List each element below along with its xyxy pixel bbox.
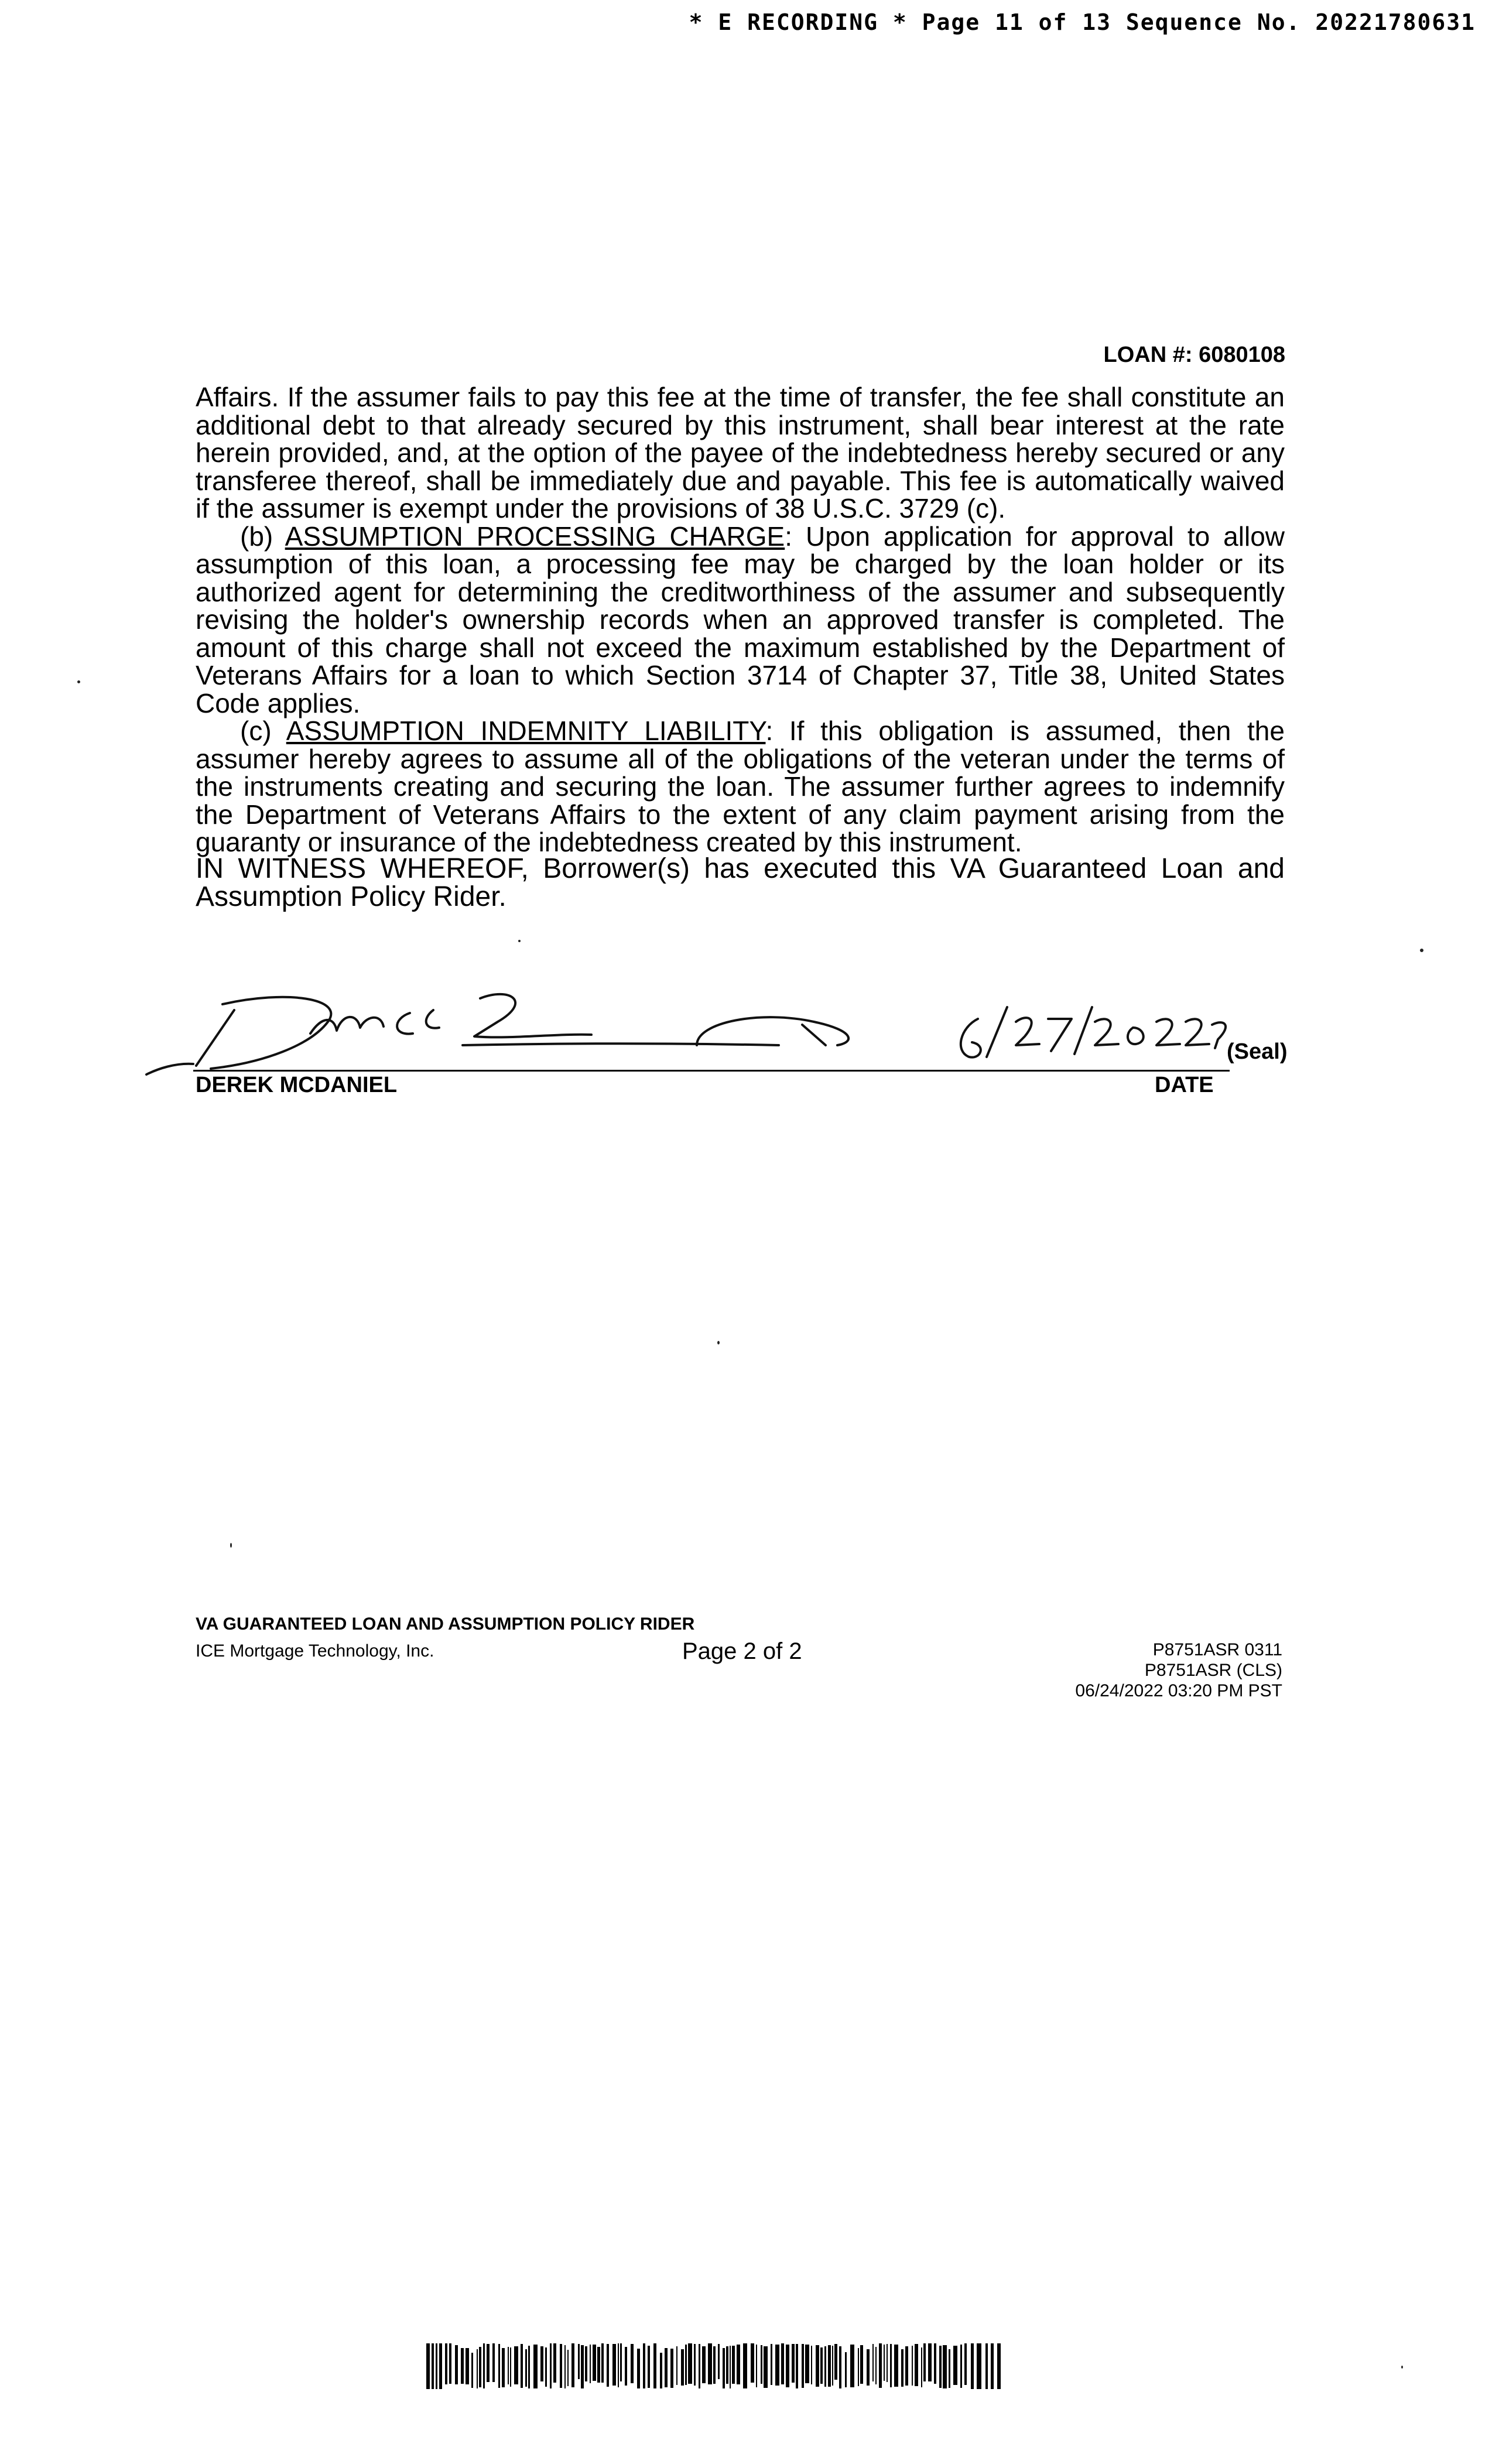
barcode-bar [912,2346,913,2386]
paragraph-c-marker: (c) [240,716,272,746]
barcode-bar [514,2346,518,2384]
barcode-bar [805,2345,809,2383]
barcode-bar [934,2343,936,2384]
date-label: DATE [1155,1073,1214,1097]
signature-line [193,1070,1230,1072]
barcode-bar [436,2343,437,2389]
barcode-bar [834,2344,837,2380]
barcode-bar [449,2343,451,2384]
barcode-bar [585,2346,587,2381]
paragraph-c-text: : If this obligation is assumed, then the assumer hereby agrees to assume all of the obligations of the veteran under the terms of the instruments creating and securing the loan. The assumer further agrees to indemnify the Department of Veterans Affairs to the extent of any claim payment arising from the guaranty or insurance of the indebtedness created by this instrument. [196,716,1285,857]
paragraph-a-continuation: Affairs. If the assumer fails to pay this fee at the time of transfer, the fee shall constitute an additional debt to that already secured by this instrument, shall bear interest at the rate herein provided, and, at the option of the payee of the indebtedness hereby secured or any transferee thereof, shall be immediately due and payable. This fee is automatically waived if the assumer is exempt under the provisions of 38 U.S.C. 3729 (c). [196,382,1285,523]
loan-number-value: 6080108 [1199,343,1285,367]
footer-code-2: P8751ASR (CLS) [1144,1661,1282,1680]
barcode-bar [792,2344,795,2383]
barcode-bar [985,2343,988,2389]
barcode-bar [771,2344,772,2385]
barcode-bar [915,2344,918,2386]
seal-label: (Seal) [1227,1039,1288,1064]
barcode-bar [921,2347,922,2387]
barcode-bar [521,2344,523,2388]
barcode-bar [845,2352,847,2387]
barcode-bar [850,2345,854,2387]
barcode-bar [466,2348,469,2384]
barcode-bar [796,2344,798,2388]
footer-code-1: P8751ASR 0311 [1152,1640,1282,1659]
barcode-bar [492,2343,495,2382]
barcode-bar [540,2346,543,2381]
barcode-bar [483,2343,485,2388]
barcode-bar [637,2349,640,2388]
barcode-bar [699,2344,700,2388]
footer-page-number: Page 2 of 2 [682,1638,802,1664]
barcode-bar [764,2346,768,2388]
barcode-bar [901,2349,903,2387]
barcode-bar [894,2345,898,2387]
barcode-bar [713,2346,716,2384]
barcode-bar [775,2345,779,2386]
rider-body [196,384,1285,857]
barcode-bar [581,2345,584,2388]
barcode-bar [723,2348,725,2388]
loan-number-line [1104,343,1286,368]
barcode-bar [718,2344,720,2379]
barcode-bar [612,2344,616,2386]
barcode-bar [991,2343,994,2389]
barcode-bar [665,2348,668,2387]
barcode-bar [781,2343,784,2384]
barcode-bar [660,2353,662,2388]
footer-form-codes [1075,1640,1282,1701]
barcode-bar [597,2347,600,2383]
barcode-bar [816,2345,819,2387]
barcode-bar [688,2343,692,2384]
barcode-bar [533,2345,538,2388]
barcode-bar [858,2348,859,2386]
barcode-bar [461,2348,464,2384]
barcode-bar [977,2343,981,2389]
scan-speck [717,1341,720,1344]
barcode-bar [553,2343,556,2383]
barcode-bar [761,2345,762,2384]
loan-number-label: LOAN #: [1103,343,1193,367]
barcode-bar [890,2344,892,2387]
barcode-bar [828,2345,831,2387]
barcode-bar [708,2343,712,2384]
barcode-bar [949,2349,950,2388]
barcode-bar [732,2346,735,2384]
paragraph-b [196,523,1285,718]
barcode-bar [860,2345,863,2384]
barcode-bar [824,2346,826,2387]
barcode-bar [751,2343,754,2383]
barcode-bar [550,2343,552,2388]
barcode-bar [811,2346,812,2384]
barcode-bar [607,2344,609,2387]
barcode-bar [560,2344,562,2388]
document-barcode [426,2343,1006,2389]
barcode-bar [832,2346,833,2386]
barcode-bar [875,2347,877,2384]
barcode-bar [564,2345,566,2388]
barcode-bar [839,2346,841,2388]
barcode-bar [676,2346,677,2385]
scan-speck [77,680,80,683]
barcode-bar [426,2343,430,2389]
barcode-bar [648,2346,650,2388]
handwritten-signature [135,987,1247,1080]
barcode-bar [528,2346,530,2388]
barcode-bar [905,2346,908,2386]
barcode-bar [625,2347,627,2386]
signer-name: DEREK MCDANIEL [196,1073,398,1097]
barcode-bar [477,2349,478,2388]
barcode-bar [681,2349,684,2386]
paragraph-b-text: : Upon application for approval to allow assumption of this loan, a processing fee may be charged by the loan holder or its authorized agent for determining the creditworthiness of the assumer and subsequently revising the holder's ownership records when an approved transfer is completed. The amount of this charge shall not exceed the maximum established by the Department of Veterans Affairs for a loan to which Section 3714 of Chapter 37, Title 38, United States Code applies. [196,521,1285,718]
barcode-bar [884,2345,885,2381]
barcode-bar [971,2343,974,2389]
barcode-bar [567,2350,569,2386]
barcode-bar [487,2344,490,2382]
barcode-bar [601,2343,604,2383]
paragraph-b-marker: (b) [240,521,273,552]
barcode-bar [997,2343,1001,2389]
paragraph-c-heading: ASSUMPTION INDEMNITY LIABILITY [286,716,766,746]
barcode-bar [939,2346,942,2388]
barcode-bar [525,2349,527,2387]
barcode-bar [928,2343,932,2381]
barcode-bar [756,2345,757,2387]
barcode-bar [510,2347,511,2387]
paragraph-b-heading: ASSUMPTION PROCESSING CHARGE [285,521,785,552]
paragraph-c [196,717,1285,857]
barcode-bar [887,2344,888,2382]
barcode-bar [730,2346,731,2388]
barcode-bar [498,2344,500,2388]
barcode-bar [802,2344,804,2388]
barcode-bar [879,2343,882,2388]
footer-timestamp: 06/24/2022 03:20 PM PST [1075,1681,1282,1700]
scan-speck [518,940,521,942]
barcode-bar [631,2344,634,2383]
barcode-bar [872,2344,874,2381]
barcode-bar [502,2348,505,2387]
barcode-bar [923,2343,926,2381]
barcode-bar [702,2346,706,2383]
barcode-bar [445,2343,447,2384]
barcode-bar [867,2349,870,2386]
scan-speck [230,1543,232,1548]
barcode-bar [694,2344,696,2386]
scan-speck [1401,2366,1403,2369]
scan-speck [1420,949,1423,952]
barcode-bar [578,2344,580,2379]
barcode-bar [743,2343,747,2388]
barcode-bar [508,2347,509,2384]
barcode-bar [964,2343,967,2385]
recording-header: * E RECORDING * Page 11 of 13 Sequence No. 20221780631 [689,9,1476,35]
barcode-bar [653,2343,656,2388]
barcode-bar [471,2353,473,2388]
barcode-bar [953,2346,957,2385]
barcode-bar [439,2343,442,2389]
barcode-bar [737,2345,740,2384]
barcode-bar [571,2343,574,2387]
barcode-bar [820,2347,823,2384]
barcode-bar [670,2349,673,2388]
barcode-bar [545,2347,547,2387]
barcode-bar [960,2345,962,2388]
barcode-bar [479,2347,481,2387]
barcode-bar [643,2343,645,2388]
barcode-bar [455,2345,458,2384]
barcode-bar [726,2346,728,2384]
witness-clause: IN WITNESS WHEREOF, Borrower(s) has executed this VA Guaranteed Loan and Assumption Policy Rider. [196,853,1285,912]
footer-form-title: VA GUARANTEED LOAN AND ASSUMPTION POLICY RIDER [196,1614,695,1634]
barcode-bar [786,2345,789,2387]
barcode-bar [432,2343,434,2389]
barcode-bar [593,2345,596,2381]
barcode-bar [590,2345,591,2383]
footer-company: ICE Mortgage Technology, Inc. [196,1641,434,1661]
barcode-bar [685,2345,687,2385]
barcode-bar [620,2343,622,2381]
barcode-bar [618,2343,619,2387]
barcode-bar [943,2345,947,2388]
